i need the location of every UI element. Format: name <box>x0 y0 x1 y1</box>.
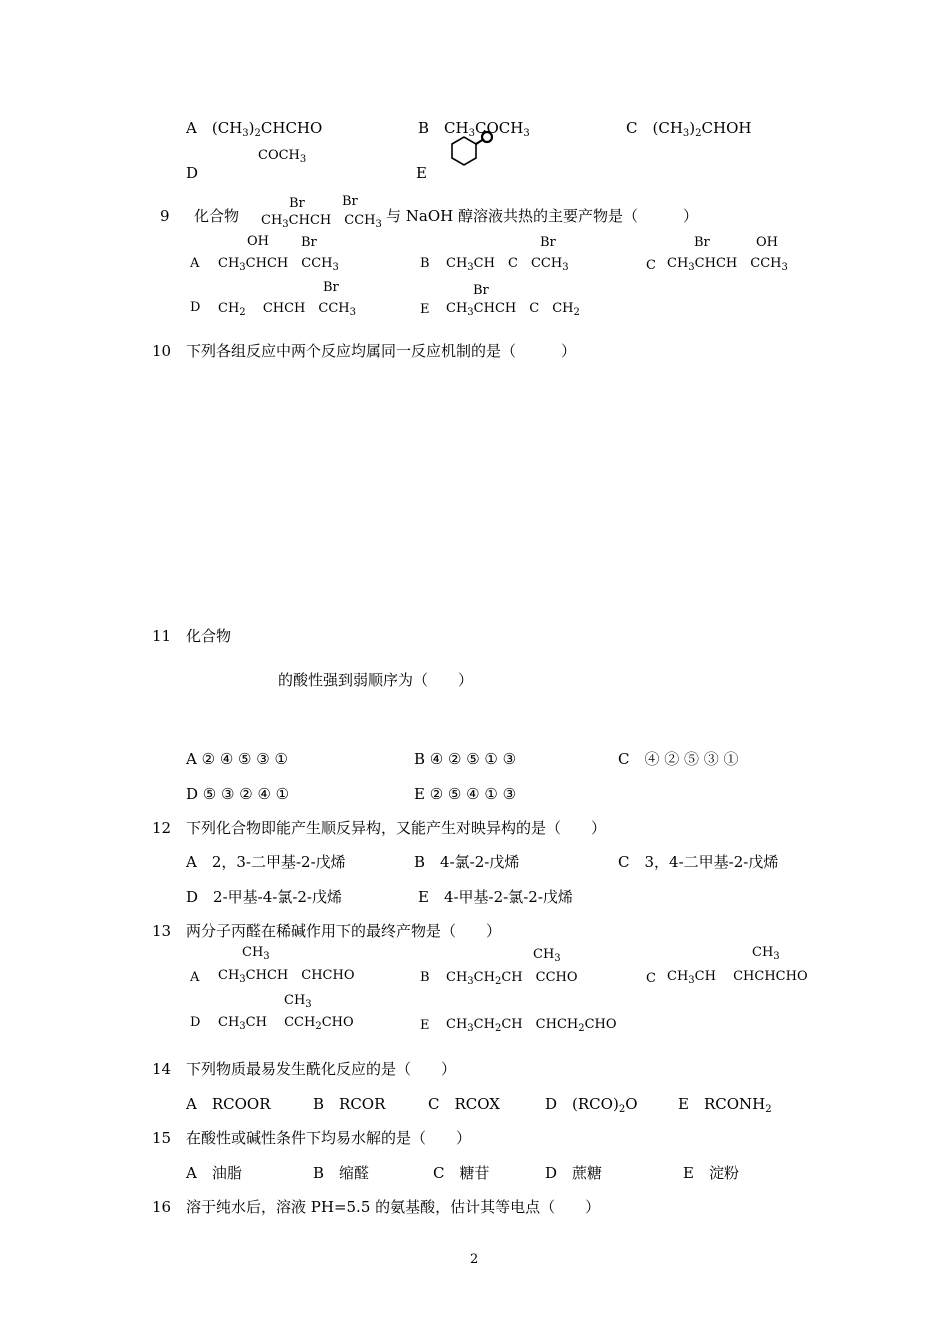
q9-c-formula: $CH_3CHCH$ $CCH_3$ <box>667 256 788 273</box>
q15-option-a: A 油脂 <box>186 1164 242 1182</box>
q8-option-e-label: E <box>416 164 427 182</box>
q9-b-br: Br <box>540 235 556 250</box>
q9-d-label: D <box>190 300 201 315</box>
q13-number: 13 <box>152 922 172 940</box>
q13-e-label: E <box>420 1018 430 1033</box>
q13-d-formula: $CH_3CH$ $CCH_2CHO$ <box>218 1015 354 1032</box>
q9-c-oh: OH <box>756 235 778 250</box>
q14-option-a: A RCOOR <box>186 1095 271 1113</box>
q9-number: 9 <box>160 207 170 225</box>
q15-option-c: C 糖苷 <box>433 1164 490 1182</box>
q13-c-methyl: $CH_3$ <box>752 945 780 962</box>
q9-c-label: C <box>646 258 656 273</box>
q13-text: 两分子丙醛在稀碱作用下的最终产物是（ ） <box>186 922 502 940</box>
q9-c-br: Br <box>694 235 710 250</box>
q13-c-formula: $CH_3CH$ CHCHCHO <box>667 969 808 986</box>
q12-option-d: D 2-甲基-4-氯-2-戊烯 <box>186 888 342 906</box>
q9-e-label: E <box>420 302 430 317</box>
q16-text: 溶于纯水后，溶液 PH=5.5 的氨基酸，估计其等电点（ ） <box>186 1198 601 1216</box>
q9-br-1: Br <box>289 196 305 211</box>
q13-b-formula: $CH_3CH_2CH$ CCHO <box>446 970 578 987</box>
q12-option-a: A 2，3-二甲基-2-戊烯 <box>186 853 346 871</box>
cyclohexanone-ring-icon <box>446 130 494 172</box>
q9-suffix: 与 NaOH 醇溶液共热的主要产物是（ ） <box>386 207 698 225</box>
q12-text: 下列化合物即能产生顺反异构，又能产生对映异构的是（ ） <box>186 819 607 837</box>
q9-br-2: Br <box>342 194 358 209</box>
q13-d-methyl: $CH_3$ <box>284 993 312 1010</box>
q16-number: 16 <box>152 1198 172 1216</box>
q12-option-c: C 3，4-二甲基-2-戊烯 <box>618 853 779 871</box>
q15-text: 在酸性或碱性条件下均易水解的是（ ） <box>186 1129 472 1147</box>
q13-b-methyl: $CH_3$ <box>533 947 561 964</box>
q15-option-d: D 蔗糖 <box>545 1164 603 1182</box>
q10-number: 10 <box>152 342 172 360</box>
q12-number: 12 <box>152 819 172 837</box>
q11-text: 化合物 <box>186 627 232 645</box>
q8-option-b: B $CH_3COCH_3$ <box>418 119 530 139</box>
q9-a-br: Br <box>301 235 317 250</box>
q9-d-formula: $CH_2$ CHCH $CCH_3$ <box>218 301 357 318</box>
q9-b-label: B <box>420 256 430 271</box>
q9-a-oh: OH <box>247 234 269 249</box>
q9-formula: $CH_3CHCH$ $CCH_3$ <box>261 213 382 230</box>
q9-a-label: A <box>190 256 200 271</box>
q11-option-d: D ⑤ ③ ② ④ ① <box>186 785 290 803</box>
q14-option-b: B RCOR <box>313 1095 386 1113</box>
q13-a-formula: $CH_3CHCH$ CHCHO <box>218 968 355 985</box>
q9-prefix: 化合物 <box>194 207 240 225</box>
q9-d-br: Br <box>323 280 339 295</box>
q9-e-br: Br <box>473 283 489 298</box>
q12-option-e: E 4-甲基-2-氯-2-戊烯 <box>418 888 573 906</box>
q8-option-a: A $(CH_3)_2CHCHO$ <box>186 119 323 139</box>
q11-option-c: C ④ ② ⑤ ③ ① <box>618 750 739 768</box>
q15-number: 15 <box>152 1129 172 1147</box>
q11-option-a: A ② ④ ⑤ ③ ① <box>186 750 288 768</box>
q15-option-b: B 缩醛 <box>313 1164 370 1182</box>
q13-b-label: B <box>420 970 430 985</box>
q12-option-b: B 4-氯-2-戊烯 <box>414 853 520 871</box>
q14-option-d: D $(RCO)_2O$ <box>545 1095 638 1115</box>
q14-option-e: E $RCONH_2$ <box>678 1095 772 1115</box>
q11-option-b: B ④ ② ⑤ ① ③ <box>414 750 517 768</box>
q13-d-label: D <box>190 1015 201 1030</box>
q14-text: 下列物质最易发生酰化反应的是（ ） <box>186 1060 457 1078</box>
q15-option-e: E 淀粉 <box>683 1164 739 1182</box>
q9-b-formula: $CH_3CH$ C $CCH_3$ <box>446 256 569 273</box>
q10-text: 下列各组反应中两个反应均属同一反应机制的是（ ） <box>186 342 577 360</box>
q8-option-c: C $(CH_3)_2CHOH$ <box>626 119 752 139</box>
q11-number: 11 <box>152 627 172 645</box>
q13-a-label: A <box>190 970 200 985</box>
q9-a-formula: $CH_3CHCH$ $CCH_3$ <box>218 256 339 273</box>
q9-e-formula: $CH_3CHCH$ C $CH_2$ <box>446 301 580 318</box>
q13-c-label: C <box>646 971 656 986</box>
q8-option-d-label: D <box>186 164 199 182</box>
q14-option-c: C RCOX <box>428 1095 500 1113</box>
q14-number: 14 <box>152 1060 172 1078</box>
q8-option-d-substituent: $COCH_3$ <box>258 148 307 165</box>
q13-e-formula: $CH_3CH_2CH$ $CHCH_2CHO$ <box>446 1017 617 1034</box>
page-number: 2 <box>470 1252 479 1267</box>
q13-a-methyl: $CH_3$ <box>242 945 270 962</box>
q11-option-e: E ② ⑤ ④ ① ③ <box>414 785 517 803</box>
q11-text2: 的酸性强到弱顺序为（ ） <box>278 671 474 689</box>
